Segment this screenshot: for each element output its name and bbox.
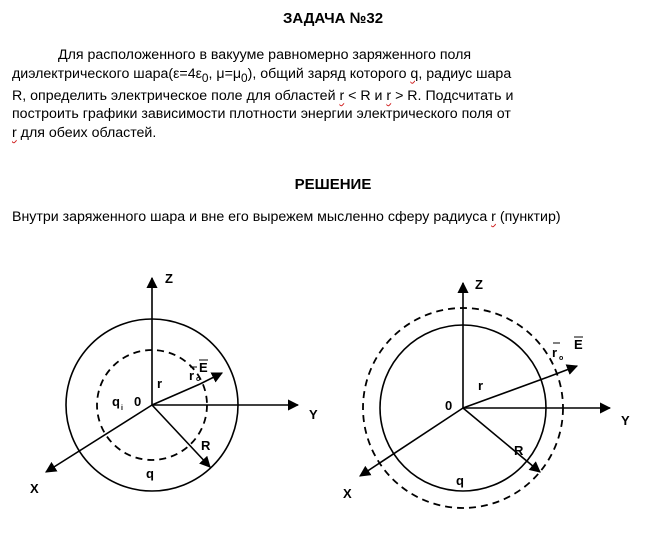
figure-left [30,271,318,496]
x-axis [46,405,152,472]
q-label: q [456,473,464,488]
qi-subscript: i [121,405,123,412]
y-label: Y [621,413,630,428]
problem-line-4: построить графики зависимости плотности энергии электрического поля от [12,106,511,123]
big-r-label: R [201,438,211,453]
radius-r [463,377,548,408]
x-label: X [343,486,352,501]
y-label: Y [309,407,318,422]
r0-label: r [552,345,558,360]
big-r-label: R [514,443,524,458]
z-label: Z [165,271,173,286]
e-label: E [574,337,583,352]
origin-label: 0 [134,394,142,409]
r-label: r [478,378,484,393]
x-label: X [30,481,39,496]
e-label: E [199,360,208,375]
r0-subscript: o [196,376,201,383]
z-label: Z [475,277,483,292]
solution-heading: РЕШЕНИЕ [294,176,372,193]
radius-R [152,405,210,467]
problem-line-5: r для обеих областей. [12,124,157,141]
r0-subscript: o [559,355,564,362]
figure-right [343,277,630,508]
solution-intro: Внутри заряженного шара и вне его вырежем мысленно сферу радиуса r (пунктир) [12,209,561,225]
origin-label: 0 [445,398,453,413]
problem-line-1: Для расположенного в вакууме равномерно заряженного поля [58,47,472,63]
r0-label: r [189,368,195,383]
qi-label: q [112,394,120,409]
e-vector [548,366,577,377]
problem-line-3: R, определить электрическое поле для областей r < R и r > R. Подсчитать и [12,87,514,104]
problem-line-2: диэлектрического $шара(\varepsilon=4\varepsilon_0$, $\mu=\mu_0$), общий заряд которого q, радиус шара [12,65,512,85]
r-label: r [157,376,163,391]
x-axis [360,408,463,476]
q-label: q [146,466,154,481]
page-title: ЗАДАЧА №32 [282,10,384,27]
radius-R [463,408,540,472]
